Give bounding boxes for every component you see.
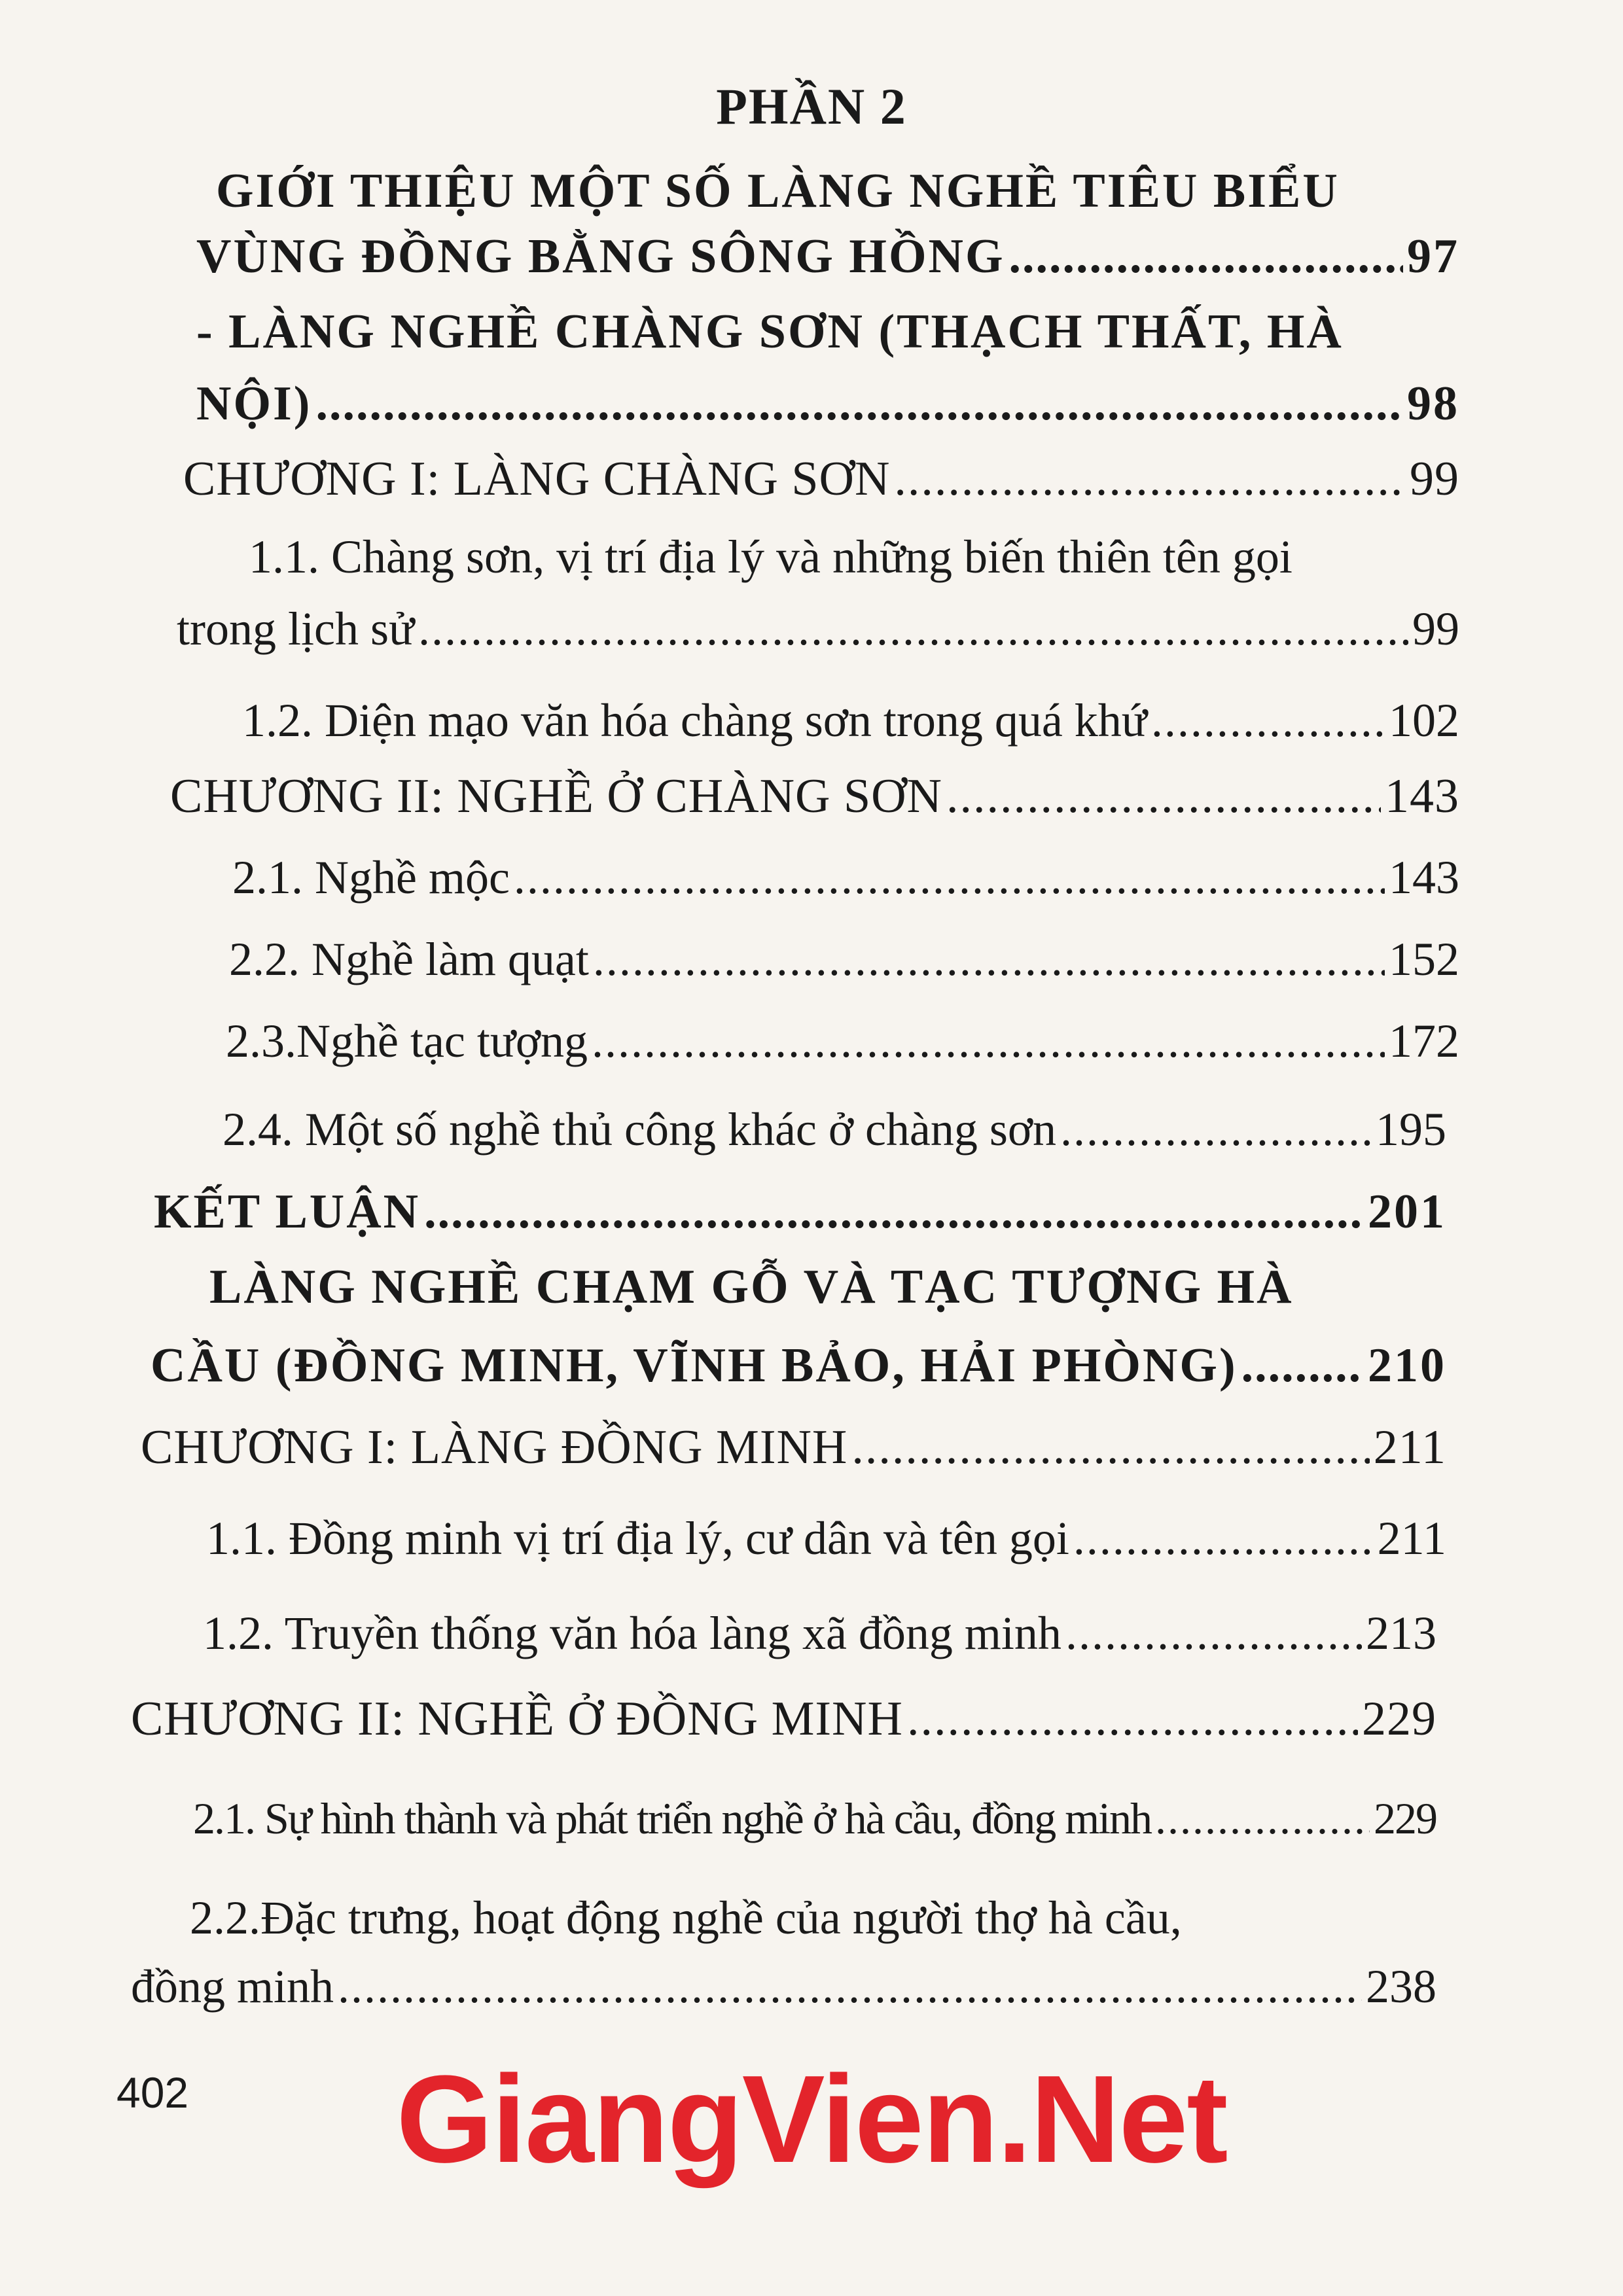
toc-entry-line: - LÀNG NGHỀ CHÀNG SƠN (THẠCH THẤT, HÀ <box>196 305 1344 359</box>
leader-dots <box>424 1188 1364 1236</box>
toc-page-number: 172 <box>1389 1015 1459 1067</box>
toc-page-number: 210 <box>1368 1339 1446 1392</box>
toc-entry-title: 2.1. Nghề mộc <box>232 851 510 904</box>
toc-entry <box>131 1960 1436 2013</box>
part-title: PHẦN 2 <box>716 78 907 135</box>
toc-entry-title: 2.2. Nghề làm quạt <box>229 933 589 985</box>
toc-entry <box>203 1607 1436 1659</box>
watermark-logo: GiangVien.Net <box>396 2050 1227 2189</box>
leader-dots <box>894 455 1406 503</box>
toc-page-number: 195 <box>1376 1103 1446 1156</box>
toc-entry-line: 2.2.Đặc trưng, hoạt động nghề của người thợ hà cầu, <box>190 1892 1182 1944</box>
toc-entry <box>170 769 1459 823</box>
leader-dots <box>418 605 1408 652</box>
toc-entry <box>206 1512 1446 1564</box>
toc-page-number: 229 <box>1374 1793 1436 1843</box>
toc-entry-title: 1.2. Diện mạo văn hóa chàng sơn trong quá khứ <box>242 694 1147 747</box>
toc-entry-title: KẾT LUẬN <box>154 1185 421 1239</box>
toc-entry <box>229 933 1459 985</box>
toc-entry-title: trong lịch sử <box>177 603 414 655</box>
toc-page-number: 238 <box>1366 1960 1436 2013</box>
toc-entry-line: LÀNG NGHỀ CHẠM GỖ VÀ TẠC TƯỢNG HÀ <box>209 1260 1294 1314</box>
toc-entry-title: CHƯƠNG I: LÀNG CHÀNG SƠN <box>183 452 891 506</box>
leader-dots <box>1241 1341 1364 1390</box>
leader-dots <box>1009 232 1403 281</box>
toc-page-number: 201 <box>1368 1185 1446 1239</box>
toc-entry <box>183 452 1459 506</box>
leader-dots <box>592 1017 1385 1065</box>
toc-page-number: 229 <box>1362 1692 1436 1746</box>
toc-page-number: 99 <box>1412 603 1459 655</box>
toc-entry-line: 1.1. Chàng sơn, vị trí địa lý và những biến thiên tên gọi <box>249 531 1293 583</box>
toc-entry-title: 2.4. Một số nghề thủ công khác ở chàng sơn <box>223 1103 1056 1156</box>
toc-entry-line: GIỚI THIỆU MỘT SỐ LÀNG NGHỀ TIÊU BIỂU <box>216 164 1340 218</box>
leader-dots <box>946 772 1381 821</box>
toc-page-number: 99 <box>1410 452 1459 506</box>
toc-entry <box>196 377 1459 431</box>
toc-page-number: 98 <box>1407 377 1459 431</box>
page-number: 402 <box>116 2068 189 2117</box>
toc-entry <box>177 603 1459 655</box>
toc-page-number: 143 <box>1385 769 1459 823</box>
toc-entry <box>223 1103 1446 1156</box>
toc-entry <box>131 1692 1436 1746</box>
toc-entry-title: 2.1. Sự hình thành và phát triển nghề ở hà cầu, đồng minh <box>193 1793 1151 1843</box>
toc-page-number: 143 <box>1389 851 1459 904</box>
toc-entry <box>196 232 1459 281</box>
leader-dots <box>514 854 1385 901</box>
toc-page-number: 97 <box>1407 230 1459 283</box>
toc-page-number: 213 <box>1366 1607 1436 1659</box>
toc-entry <box>151 1341 1446 1390</box>
leader-dots <box>338 1963 1362 2010</box>
toc-entry <box>226 1017 1459 1065</box>
toc-entry <box>232 851 1459 904</box>
leader-dots <box>1073 1515 1374 1562</box>
toc-entry <box>141 1423 1446 1472</box>
toc-entry-title: CHƯƠNG II: NGHỀ Ở CHÀNG SƠN <box>170 769 942 823</box>
toc-entry-title: 1.1. Đồng minh vị trí địa lý, cư dân và tên gọi <box>206 1512 1069 1564</box>
toc-entry-title: VÙNG ĐỒNG BẰNG SÔNG HỒNG <box>196 230 1005 283</box>
toc-entry-title: CHƯƠNG II: NGHỀ Ở ĐỒNG MINH <box>131 1692 903 1746</box>
toc-entry-title: NỘI) <box>196 377 312 431</box>
toc-entry <box>242 694 1459 747</box>
toc-page-number: 211 <box>1377 1512 1446 1564</box>
toc-entry <box>154 1185 1446 1239</box>
leader-dots <box>851 1423 1369 1472</box>
leader-dots <box>1065 1610 1362 1657</box>
toc-page-number: 152 <box>1389 933 1459 985</box>
toc-entry-title: đồng minh <box>131 1960 334 2013</box>
toc-page-number: 102 <box>1389 694 1459 747</box>
toc-page-number: 211 <box>1373 1421 1446 1474</box>
leader-dots <box>1155 1796 1370 1841</box>
leader-dots <box>1060 1106 1372 1153</box>
leader-dots <box>907 1695 1358 1743</box>
toc-entry <box>193 1793 1436 1843</box>
toc-entry-title: 1.2. Truyền thống văn hóa làng xã đồng minh <box>203 1607 1061 1659</box>
toc-entry-title: 2.3.Nghề tạc tượng <box>226 1015 588 1067</box>
toc-entry-title: CẦU (ĐỒNG MINH, VĨNH BẢO, HẢI PHÒNG) <box>151 1339 1238 1392</box>
toc-entry-title: CHƯƠNG I: LÀNG ĐỒNG MINH <box>141 1421 848 1474</box>
leader-dots <box>593 936 1385 983</box>
leader-dots <box>315 380 1403 428</box>
leader-dots <box>1151 697 1385 744</box>
